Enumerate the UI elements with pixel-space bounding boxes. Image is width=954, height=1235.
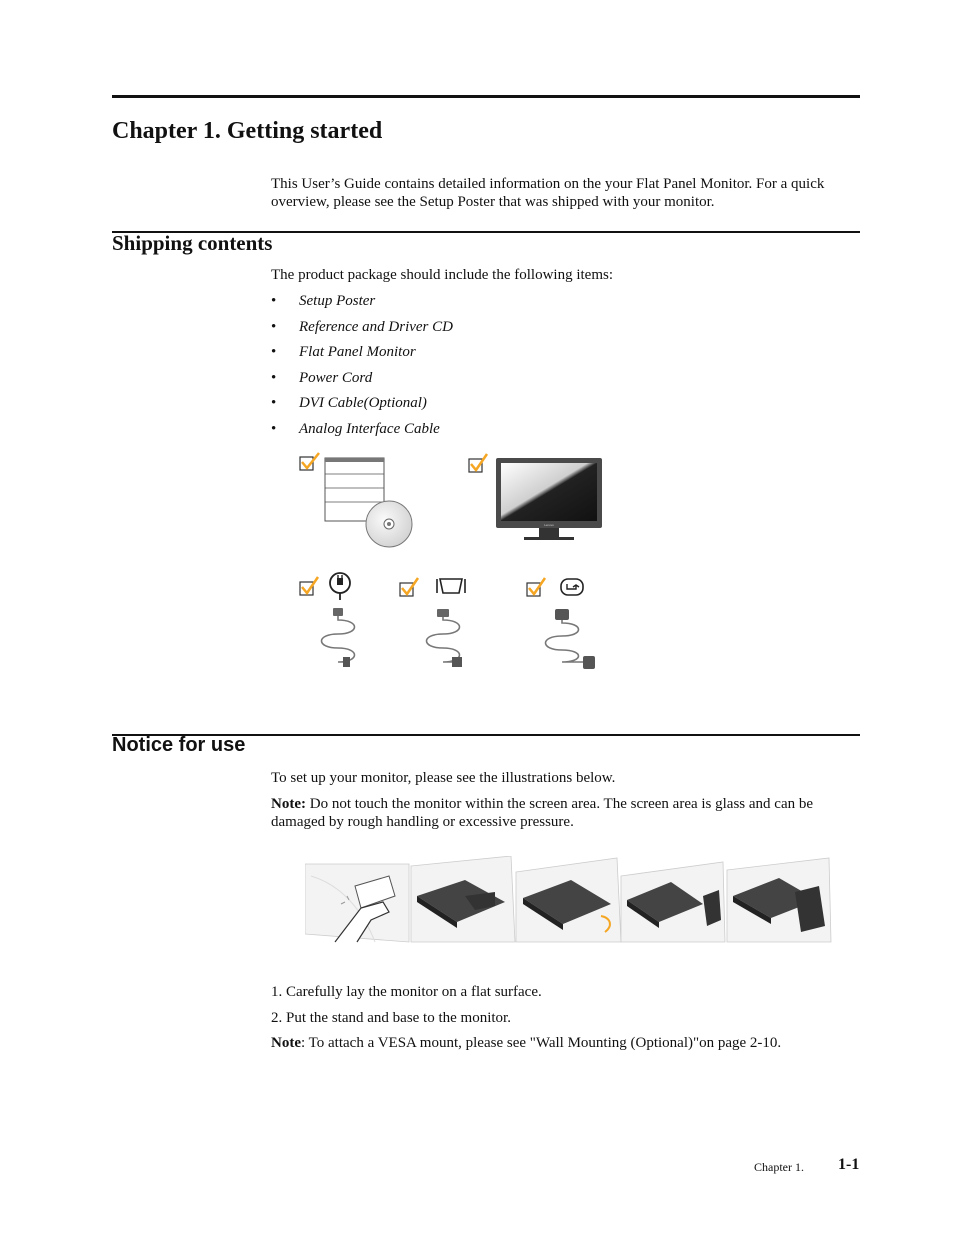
checkbox-dvi-cable-icon <box>400 578 418 596</box>
footer-chapter: Chapter 1. <box>754 1160 804 1174</box>
checkbox-analog-cable-icon <box>527 578 545 596</box>
analog-port-icon <box>561 579 583 595</box>
list-item <box>271 316 453 342</box>
list-item <box>271 367 453 393</box>
dvi-port-icon <box>437 579 465 593</box>
step-2: 2. Put the stand and base to the monitor. <box>271 1010 511 1026</box>
power-plug-icon <box>330 573 350 600</box>
item-dvi-cable: DVI Cable(Optional) <box>299 395 427 411</box>
setup-steps-illustration <box>305 856 833 944</box>
shipping-lead: The product package should include the following items: <box>271 267 613 283</box>
item-flat-panel-monitor: Flat Panel Monitor <box>299 344 416 360</box>
shipping-title: Shipping contents <box>112 231 273 255</box>
cleaning-hand-icon <box>305 864 409 942</box>
note-label: Note: <box>271 796 306 812</box>
vesa-note <box>271 1034 856 1052</box>
power-cord-cable-icon <box>322 608 355 667</box>
monitor-facedown-step-b-icon <box>516 858 621 942</box>
list-item <box>271 290 453 316</box>
item-analog-cable: Analog Interface Cable <box>299 420 440 437</box>
bullet: • <box>271 395 277 411</box>
analog-cable-icon <box>546 609 596 669</box>
bullet: • <box>271 369 277 386</box>
bullet: • <box>271 344 277 360</box>
list-item <box>271 418 453 444</box>
notice-lead: To set up your monitor, please see the illustrations below. <box>271 770 616 786</box>
top-rule <box>112 95 860 98</box>
item-power-cord: Power Cord <box>299 369 373 386</box>
notice-title: Notice for use <box>112 734 246 756</box>
list-item <box>271 392 453 418</box>
dvi-cable-icon <box>427 609 463 667</box>
shipping-list <box>271 290 453 443</box>
list-item <box>271 341 453 367</box>
bullet: • <box>271 293 277 309</box>
vesa-note-label: Note <box>271 1035 301 1051</box>
monitor-brand-label: Lenovo <box>544 523 554 527</box>
monitor-icon <box>496 458 602 540</box>
chapter-title: Chapter 1. Getting started <box>112 118 383 144</box>
item-reference-cd: Reference and Driver CD <box>299 318 453 335</box>
vesa-note-text: : To attach a VESA mount, please see "Wall Mounting (Optional)"on page 2-10. <box>301 1035 782 1051</box>
bullet: • <box>271 420 277 437</box>
notice-note <box>271 795 856 831</box>
intro-paragraph: This User’s Guide contains detailed information on the your Flat Panel Monitor. For a quick overview, please see the Setup Poster that was shipped with your monitor. <box>271 176 825 210</box>
step-1: 1. Carefully lay the monitor on a flat surface. <box>271 984 542 1000</box>
shipping-contents-illustration <box>290 448 620 683</box>
item-setup-poster: Setup Poster <box>299 293 376 309</box>
checkbox-poster-icon <box>300 453 319 470</box>
monitor-stand-attach-icon <box>621 862 725 942</box>
monitor-facedown-step-a-icon <box>411 856 515 942</box>
bullet: • <box>271 318 277 335</box>
checkbox-power-cord-icon <box>300 577 318 595</box>
monitor-stand-mounted-icon <box>727 858 831 942</box>
footer-page-number: 1-1 <box>838 1156 860 1173</box>
checkbox-monitor-icon <box>469 454 487 472</box>
cd-icon <box>366 501 412 547</box>
note-text: Do not touch the monitor within the screen area. The screen area is glass and can be damaged by rough handling or excessive pressure. <box>271 796 814 830</box>
